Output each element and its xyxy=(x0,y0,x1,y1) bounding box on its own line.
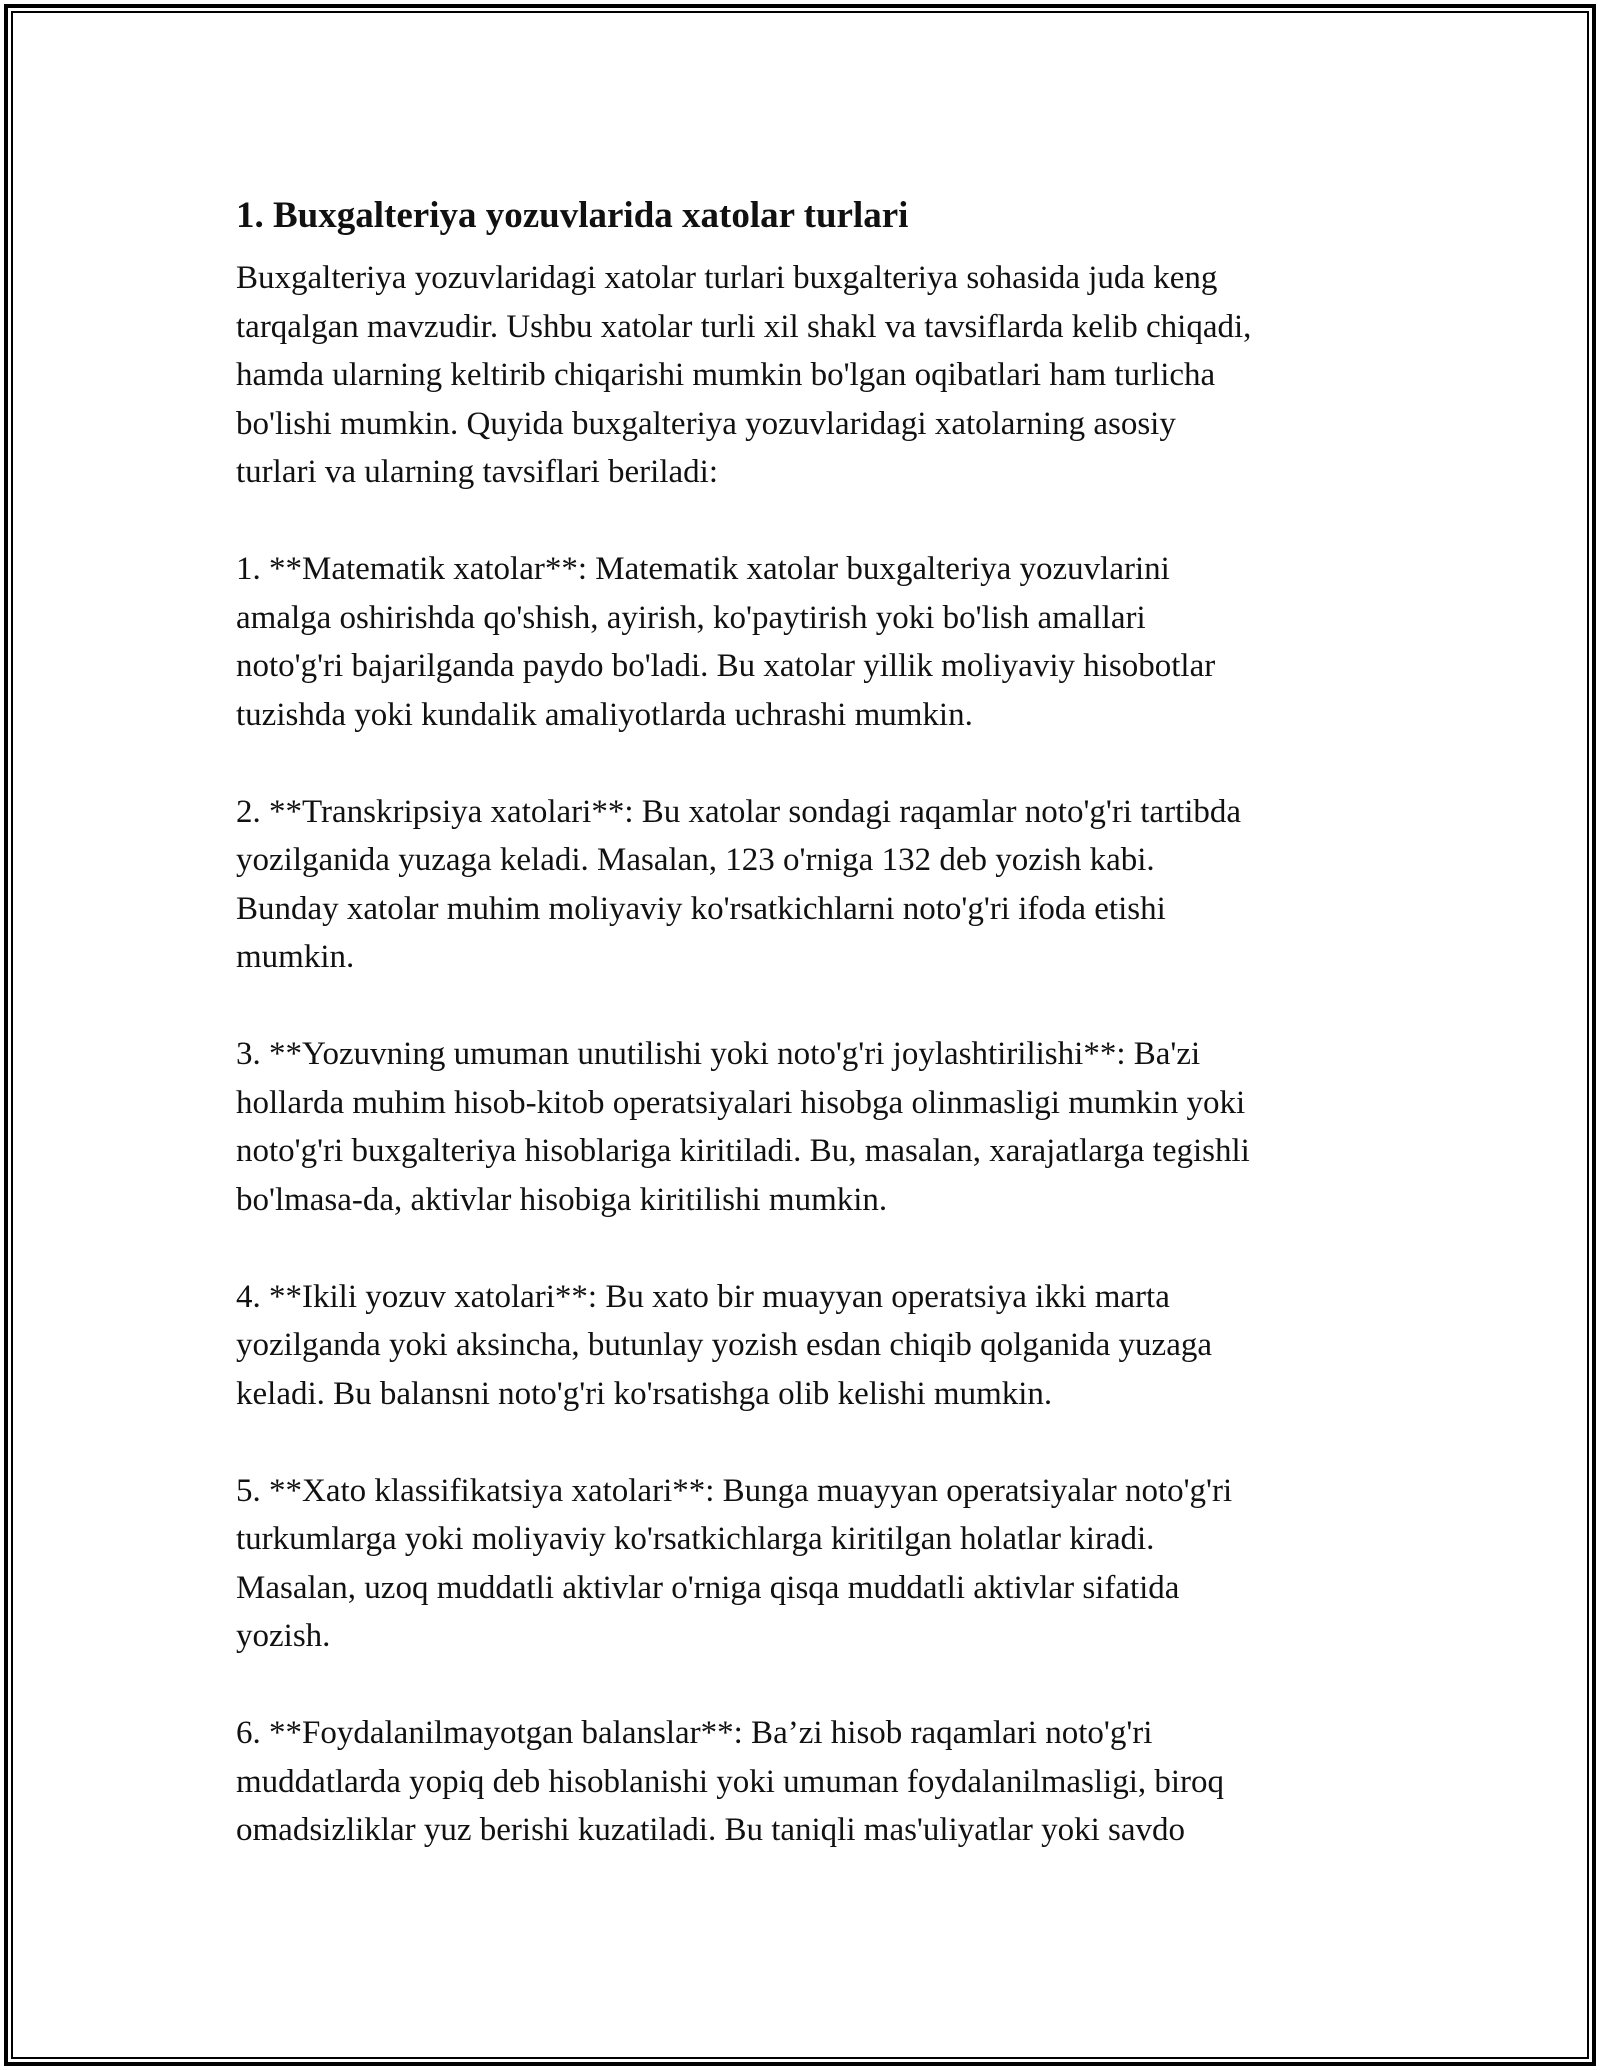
text-line: turlari va ularning tavsiflari beriladi: xyxy=(236,454,718,490)
text-line: yozilganda yoki aksincha, butunlay yozish esdan chiqib qolganida yuzaga xyxy=(236,1327,1212,1363)
section-heading: 1. Buxgalteriya yozuvlarida xatolar turlari xyxy=(236,195,909,236)
text-line: 2. **Transkripsiya xatolari**: Bu xatolar sondagi raqamlar noto'g'ri tartibda xyxy=(236,793,1242,830)
list-item-5 xyxy=(236,1467,1396,1661)
text-line: amalga oshirishda qo'shish, ayirish, ko'paytirish yoki bo'lish amallari xyxy=(236,599,1146,636)
text-line: noto'g'ri buxgalteriya hisoblariga kiritiladi. Bu, masalan, xarajatlarga tegishli xyxy=(236,1133,1250,1169)
text-line: omadsizliklar yuz berishi kuzatiladi. Bu taniqli mas'uliyatlar yoki savdo xyxy=(236,1812,1185,1848)
text-line: tarqalgan mavzudir. Ushbu xatolar turli xil shakl va tavsiflarda kelib chiqadi, xyxy=(236,308,1252,345)
text-line: turkumlarga yoki moliyaviy ko'rsatkichlarga kiritilgan holatlar kiradi. xyxy=(236,1521,1155,1557)
text-line: bo'lmasa-da, aktivlar hisobiga kiritilishi mumkin. xyxy=(236,1181,888,1218)
text-line: 4. **Ikili yozuv xatolari**: Bu xato bir muayyan operatsiya ikki marta xyxy=(236,1278,1170,1315)
text-line: yozilganida yuzaga keladi. Masalan, 123 o'rniga 132 deb yozish kabi. xyxy=(236,842,1155,878)
list-item-4 xyxy=(236,1273,1396,1419)
text-line: hamda ularning keltirib chiqarishi mumkin bo'lgan oqibatlari ham turlicha xyxy=(236,357,1216,393)
text-line: noto'g'ri bajarilganda paydo bo'ladi. Bu xatolar yillik moliyaviy hisobotlar xyxy=(236,648,1216,684)
text-line: keladi. Bu balansni noto'g'ri ko'rsatishga olib kelishi mumkin. xyxy=(236,1375,1053,1412)
text-line: bo'lishi mumkin. Quyida buxgalteriya yozuvlaridagi xatolarning asosiy xyxy=(236,405,1176,442)
text-line: Masalan, uzoq muddatli aktivlar o'rniga qisqa muddatli aktivlar sifatida xyxy=(236,1569,1180,1606)
text-line: tuzishda yoki kundalik amaliyotlarda uchrashi mumkin. xyxy=(236,696,973,733)
text-line: hollarda muhim hisob-kitob operatsiyalari hisobga olinmasligi mumkin yoki xyxy=(236,1084,1246,1121)
text-line: muddatlarda yopiq deb hisoblanishi yoki umuman foydalanilmasligi, biroq xyxy=(236,1763,1225,1800)
text-line: 3. **Yozuvning umuman unutilishi yoki noto'g'ri joylashtirilishi**: Ba'zi xyxy=(236,1036,1201,1072)
document-body xyxy=(236,186,1396,1903)
list-item-2 xyxy=(236,788,1396,982)
text-line: 5. **Xato klassifikatsiya xatolari**: Bunga muayyan operatsiyalar noto'g'ri xyxy=(236,1472,1233,1509)
text-line: 1. **Matematik xatolar**: Matematik xatolar buxgalteriya yozuvlarini xyxy=(236,551,1170,587)
text-line: Buxgalteriya yozuvlaridagi xatolar turlari buxgalteriya sohasida juda keng xyxy=(236,260,1218,296)
list-item-3 xyxy=(236,1030,1396,1224)
text-line: yozish. xyxy=(236,1618,331,1654)
list-item-6 xyxy=(236,1709,1396,1855)
list-item-1 xyxy=(236,545,1396,739)
text-line: mumkin. xyxy=(236,939,355,975)
intro-paragraph xyxy=(236,254,1396,497)
text-line: 6. **Foydalanilmayotgan balanslar**: Ba’zi hisob raqamlari noto'g'ri xyxy=(236,1715,1153,1751)
text-line: Bunday xatolar muhim moliyaviy ko'rsatkichlarni noto'g'ri ifoda etishi xyxy=(236,890,1166,927)
